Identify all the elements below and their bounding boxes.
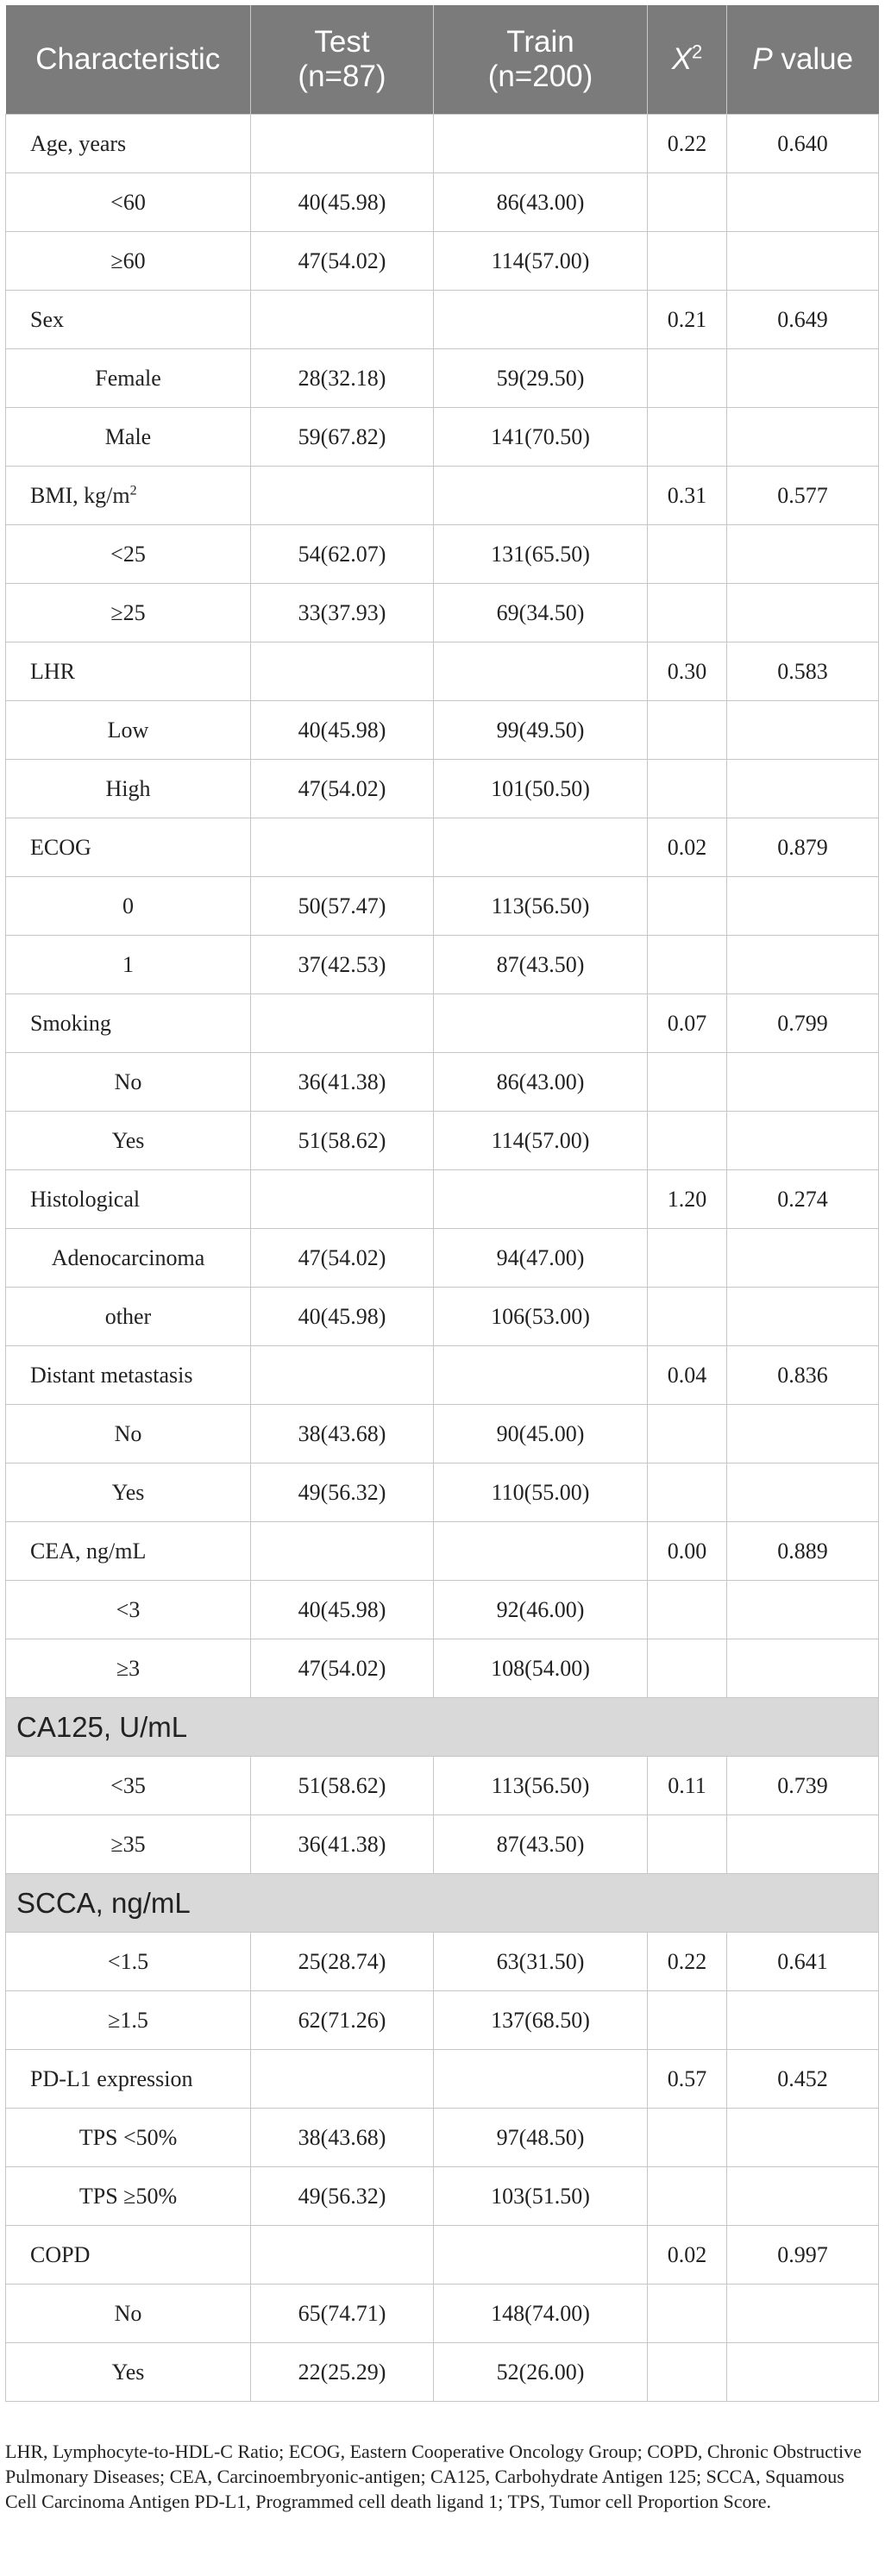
p-cell: 0.583 bbox=[727, 642, 879, 701]
test-cell: 49(56.32) bbox=[251, 2167, 434, 2226]
train-cell bbox=[434, 467, 648, 525]
train-cell: 141(70.50) bbox=[434, 408, 648, 467]
chi-cell: 0.11 bbox=[648, 1757, 727, 1815]
chi-cell bbox=[648, 1053, 727, 1112]
header-train: Train (n=200) bbox=[434, 5, 648, 115]
row-label: Yes bbox=[6, 2343, 251, 2402]
train-cell: 92(46.00) bbox=[434, 1581, 648, 1639]
chi-cell bbox=[648, 173, 727, 232]
chi-cell bbox=[648, 2109, 727, 2167]
train-cell: 101(50.50) bbox=[434, 760, 648, 818]
table-row bbox=[6, 1170, 879, 1229]
test-cell bbox=[251, 1522, 434, 1581]
chi-cell bbox=[648, 1991, 727, 2050]
p-cell bbox=[727, 2285, 879, 2343]
test-cell: 22(25.29) bbox=[251, 2343, 434, 2402]
table-row bbox=[6, 1757, 879, 1815]
table-row bbox=[6, 1933, 879, 1991]
train-cell bbox=[434, 291, 648, 349]
train-cell: 69(34.50) bbox=[434, 584, 648, 642]
table-row bbox=[6, 1991, 879, 2050]
table-row bbox=[6, 701, 879, 760]
test-cell: 59(67.82) bbox=[251, 408, 434, 467]
p-cell: 0.889 bbox=[727, 1522, 879, 1581]
chi-cell bbox=[648, 525, 727, 584]
table-row bbox=[6, 2226, 879, 2285]
row-label: Adenocarcinoma bbox=[6, 1229, 251, 1288]
table-row bbox=[6, 1112, 879, 1170]
test-cell bbox=[251, 291, 434, 349]
row-label: Low bbox=[6, 701, 251, 760]
train-cell: 103(51.50) bbox=[434, 2167, 648, 2226]
train-cell bbox=[434, 994, 648, 1053]
chi-cell: 0.00 bbox=[648, 1522, 727, 1581]
chi-cell: 0.02 bbox=[648, 818, 727, 877]
p-cell bbox=[727, 1463, 879, 1522]
test-cell: 51(58.62) bbox=[251, 1112, 434, 1170]
p-cell: 0.577 bbox=[727, 467, 879, 525]
table-row bbox=[6, 2109, 879, 2167]
p-cell bbox=[727, 1991, 879, 2050]
chi-cell bbox=[648, 1639, 727, 1698]
train-cell: 137(68.50) bbox=[434, 1991, 648, 2050]
test-cell: 40(45.98) bbox=[251, 701, 434, 760]
table-row bbox=[6, 408, 879, 467]
row-label: TPS <50% bbox=[6, 2109, 251, 2167]
train-cell: 99(49.50) bbox=[434, 701, 648, 760]
row-label: No bbox=[6, 2285, 251, 2343]
test-cell bbox=[251, 2050, 434, 2109]
train-cell: 52(26.00) bbox=[434, 2343, 648, 2402]
chi-cell bbox=[648, 232, 727, 291]
row-label: High bbox=[6, 760, 251, 818]
row-label: ≥35 bbox=[6, 1815, 251, 1874]
row-label: <3 bbox=[6, 1581, 251, 1639]
train-cell: 63(31.50) bbox=[434, 1933, 648, 1991]
p-cell: 0.274 bbox=[727, 1170, 879, 1229]
train-cell bbox=[434, 642, 648, 701]
chi-cell bbox=[648, 584, 727, 642]
row-label: <1.5 bbox=[6, 1933, 251, 1991]
chi-cell bbox=[648, 701, 727, 760]
header-characteristic: Characteristic bbox=[6, 5, 251, 115]
p-cell: 0.799 bbox=[727, 994, 879, 1053]
test-cell: 50(57.47) bbox=[251, 877, 434, 936]
p-cell bbox=[727, 1815, 879, 1874]
chi-cell bbox=[648, 349, 727, 408]
p-cell bbox=[727, 760, 879, 818]
test-cell: 62(71.26) bbox=[251, 1991, 434, 2050]
train-cell bbox=[434, 2050, 648, 2109]
section-row bbox=[6, 1698, 879, 1757]
row-label: Distant metastasis bbox=[6, 1346, 251, 1405]
p-cell bbox=[727, 2343, 879, 2402]
train-cell: 108(54.00) bbox=[434, 1639, 648, 1698]
row-label: Yes bbox=[6, 1463, 251, 1522]
row-label: <35 bbox=[6, 1757, 251, 1815]
chi-cell: 0.57 bbox=[648, 2050, 727, 2109]
table-row bbox=[6, 2167, 879, 2226]
row-label: PD-L1 expression bbox=[6, 2050, 251, 2109]
characteristics-table-container bbox=[5, 5, 878, 2402]
row-label: ≥60 bbox=[6, 232, 251, 291]
train-cell: 113(56.50) bbox=[434, 1757, 648, 1815]
table-row bbox=[6, 760, 879, 818]
test-cell bbox=[251, 2226, 434, 2285]
p-cell bbox=[727, 1112, 879, 1170]
row-label: COPD bbox=[6, 2226, 251, 2285]
table-row bbox=[6, 173, 879, 232]
row-label: ≥3 bbox=[6, 1639, 251, 1698]
p-cell bbox=[727, 1581, 879, 1639]
test-cell bbox=[251, 1170, 434, 1229]
characteristics-table bbox=[5, 5, 879, 2402]
p-cell bbox=[727, 408, 879, 467]
test-cell: 36(41.38) bbox=[251, 1815, 434, 1874]
chi-cell bbox=[648, 1815, 727, 1874]
train-cell bbox=[434, 1522, 648, 1581]
table-row bbox=[6, 936, 879, 994]
p-cell bbox=[727, 1053, 879, 1112]
test-cell bbox=[251, 994, 434, 1053]
test-cell: 28(32.18) bbox=[251, 349, 434, 408]
p-cell: 0.452 bbox=[727, 2050, 879, 2109]
row-label: CEA, ng/mL bbox=[6, 1522, 251, 1581]
test-cell bbox=[251, 115, 434, 173]
table-row bbox=[6, 2050, 879, 2109]
test-cell: 65(74.71) bbox=[251, 2285, 434, 2343]
table-header bbox=[6, 5, 879, 115]
table-row bbox=[6, 525, 879, 584]
table-row bbox=[6, 349, 879, 408]
p-cell bbox=[727, 1405, 879, 1463]
test-cell: 33(37.93) bbox=[251, 584, 434, 642]
test-cell: 40(45.98) bbox=[251, 173, 434, 232]
chi-cell: 0.31 bbox=[648, 467, 727, 525]
train-cell: 148(74.00) bbox=[434, 2285, 648, 2343]
train-cell: 106(53.00) bbox=[434, 1288, 648, 1346]
chi-cell bbox=[648, 1288, 727, 1346]
row-label: ≥25 bbox=[6, 584, 251, 642]
train-cell: 94(47.00) bbox=[434, 1229, 648, 1288]
train-cell: 110(55.00) bbox=[434, 1463, 648, 1522]
test-cell: 51(58.62) bbox=[251, 1757, 434, 1815]
test-cell: 36(41.38) bbox=[251, 1053, 434, 1112]
chi-cell bbox=[648, 2167, 727, 2226]
chi-cell: 0.21 bbox=[648, 291, 727, 349]
table-footnote: LHR, Lymphocyte-to-HDL-C Ratio; ECOG, Eastern Cooperative Oncology Group; COPD, Chronic Obstructive Pulmonary Diseases; CEA, Carcinoembryonic-antigen; CA125, Carbohydrate Antigen 125; SCCA, Squamous Cell Carcinoma Antigen PD-L1, Programmed cell death ligand 1; TPS, Tumor cell Proportion Score. bbox=[5, 2441, 862, 2512]
test-cell: 49(56.32) bbox=[251, 1463, 434, 1522]
table-row bbox=[6, 1815, 879, 1874]
chi-cell: 0.22 bbox=[648, 115, 727, 173]
row-label: Female bbox=[6, 349, 251, 408]
chi-cell: 1.20 bbox=[648, 1170, 727, 1229]
row-label: <25 bbox=[6, 525, 251, 584]
table-row bbox=[6, 1522, 879, 1581]
p-cell: 0.997 bbox=[727, 2226, 879, 2285]
test-cell bbox=[251, 642, 434, 701]
chi-cell: 0.04 bbox=[648, 1346, 727, 1405]
p-cell bbox=[727, 232, 879, 291]
table-row bbox=[6, 1639, 879, 1698]
table-body bbox=[6, 115, 879, 2402]
chi-cell: 0.30 bbox=[648, 642, 727, 701]
table-row bbox=[6, 2343, 879, 2402]
train-cell: 87(43.50) bbox=[434, 1815, 648, 1874]
p-cell: 0.836 bbox=[727, 1346, 879, 1405]
train-cell bbox=[434, 115, 648, 173]
table-row bbox=[6, 818, 879, 877]
chi-cell: 0.07 bbox=[648, 994, 727, 1053]
test-cell: 47(54.02) bbox=[251, 1229, 434, 1288]
train-cell: 59(29.50) bbox=[434, 349, 648, 408]
p-cell bbox=[727, 936, 879, 994]
p-cell bbox=[727, 701, 879, 760]
p-cell bbox=[727, 1639, 879, 1698]
row-label: Age, years bbox=[6, 115, 251, 173]
train-cell: 90(45.00) bbox=[434, 1405, 648, 1463]
row-label: ≥1.5 bbox=[6, 1991, 251, 2050]
row-label: 0 bbox=[6, 877, 251, 936]
p-cell bbox=[727, 2109, 879, 2167]
train-cell: 86(43.00) bbox=[434, 1053, 648, 1112]
table-row bbox=[6, 1581, 879, 1639]
p-cell: 0.641 bbox=[727, 1933, 879, 1991]
table-row bbox=[6, 877, 879, 936]
chi-cell bbox=[648, 1581, 727, 1639]
test-cell: 40(45.98) bbox=[251, 1581, 434, 1639]
chi-cell bbox=[648, 1112, 727, 1170]
p-cell bbox=[727, 877, 879, 936]
train-cell: 87(43.50) bbox=[434, 936, 648, 994]
table-row bbox=[6, 1346, 879, 1405]
table-row bbox=[6, 584, 879, 642]
chi-cell bbox=[648, 1405, 727, 1463]
train-cell: 131(65.50) bbox=[434, 525, 648, 584]
table-row bbox=[6, 994, 879, 1053]
row-label: BMI, $kg/m^2$ bbox=[6, 467, 251, 525]
train-cell bbox=[434, 818, 648, 877]
table-row bbox=[6, 1229, 879, 1288]
test-cell bbox=[251, 467, 434, 525]
chi-cell bbox=[648, 760, 727, 818]
table-row bbox=[6, 642, 879, 701]
train-cell: 97(48.50) bbox=[434, 2109, 648, 2167]
chi-cell bbox=[648, 2343, 727, 2402]
row-label: LHR bbox=[6, 642, 251, 701]
header-row bbox=[6, 5, 879, 115]
p-cell: 0.739 bbox=[727, 1757, 879, 1815]
header-test: Test (n=87) bbox=[251, 5, 434, 115]
test-cell: 47(54.02) bbox=[251, 1639, 434, 1698]
chi-cell bbox=[648, 936, 727, 994]
row-label: ECOG bbox=[6, 818, 251, 877]
row-label: Male bbox=[6, 408, 251, 467]
test-cell: 38(43.68) bbox=[251, 1405, 434, 1463]
table-row bbox=[6, 115, 879, 173]
section-title: CA125, U/mL bbox=[6, 1698, 879, 1757]
table-row bbox=[6, 291, 879, 349]
test-cell: 47(54.02) bbox=[251, 232, 434, 291]
test-cell bbox=[251, 1346, 434, 1405]
header-p-value: P value bbox=[727, 5, 879, 115]
p-cell: 0.640 bbox=[727, 115, 879, 173]
table-row bbox=[6, 2285, 879, 2343]
chi-cell bbox=[648, 1229, 727, 1288]
table-row bbox=[6, 1405, 879, 1463]
chi-cell bbox=[648, 2285, 727, 2343]
row-label: <60 bbox=[6, 173, 251, 232]
train-cell bbox=[434, 1346, 648, 1405]
p-cell bbox=[727, 1288, 879, 1346]
train-cell bbox=[434, 1170, 648, 1229]
section-title: SCCA, ng/mL bbox=[6, 1874, 879, 1933]
train-cell: 86(43.00) bbox=[434, 173, 648, 232]
p-cell bbox=[727, 173, 879, 232]
p-cell bbox=[727, 584, 879, 642]
p-cell: 0.649 bbox=[727, 291, 879, 349]
test-cell: 38(43.68) bbox=[251, 2109, 434, 2167]
train-cell bbox=[434, 2226, 648, 2285]
row-label: Yes bbox=[6, 1112, 251, 1170]
test-cell: 25(28.74) bbox=[251, 1933, 434, 1991]
table-row bbox=[6, 1053, 879, 1112]
row-label: TPS ≥50% bbox=[6, 2167, 251, 2226]
p-cell bbox=[727, 349, 879, 408]
row-label: other bbox=[6, 1288, 251, 1346]
row-label: Histological bbox=[6, 1170, 251, 1229]
train-cell: 113(56.50) bbox=[434, 877, 648, 936]
p-cell bbox=[727, 2167, 879, 2226]
table-row bbox=[6, 467, 879, 525]
chi-cell: 0.22 bbox=[648, 1933, 727, 1991]
p-cell bbox=[727, 1229, 879, 1288]
table-row bbox=[6, 1288, 879, 1346]
row-label: Sex bbox=[6, 291, 251, 349]
test-cell: 37(42.53) bbox=[251, 936, 434, 994]
table-row bbox=[6, 232, 879, 291]
row-label: 1 bbox=[6, 936, 251, 994]
chi-cell: 0.02 bbox=[648, 2226, 727, 2285]
row-label: Smoking bbox=[6, 994, 251, 1053]
section-row bbox=[6, 1874, 879, 1933]
header-chi-square: $X^2$ bbox=[648, 5, 727, 115]
p-cell bbox=[727, 525, 879, 584]
test-cell: 54(62.07) bbox=[251, 525, 434, 584]
train-cell: 114(57.00) bbox=[434, 232, 648, 291]
test-cell: 40(45.98) bbox=[251, 1288, 434, 1346]
row-label: No bbox=[6, 1405, 251, 1463]
chi-cell bbox=[648, 1463, 727, 1522]
test-cell bbox=[251, 818, 434, 877]
table-row bbox=[6, 1463, 879, 1522]
train-cell: 114(57.00) bbox=[434, 1112, 648, 1170]
test-cell: 47(54.02) bbox=[251, 760, 434, 818]
chi-cell bbox=[648, 877, 727, 936]
row-label: No bbox=[6, 1053, 251, 1112]
p-cell: 0.879 bbox=[727, 818, 879, 877]
chi-cell bbox=[648, 408, 727, 467]
